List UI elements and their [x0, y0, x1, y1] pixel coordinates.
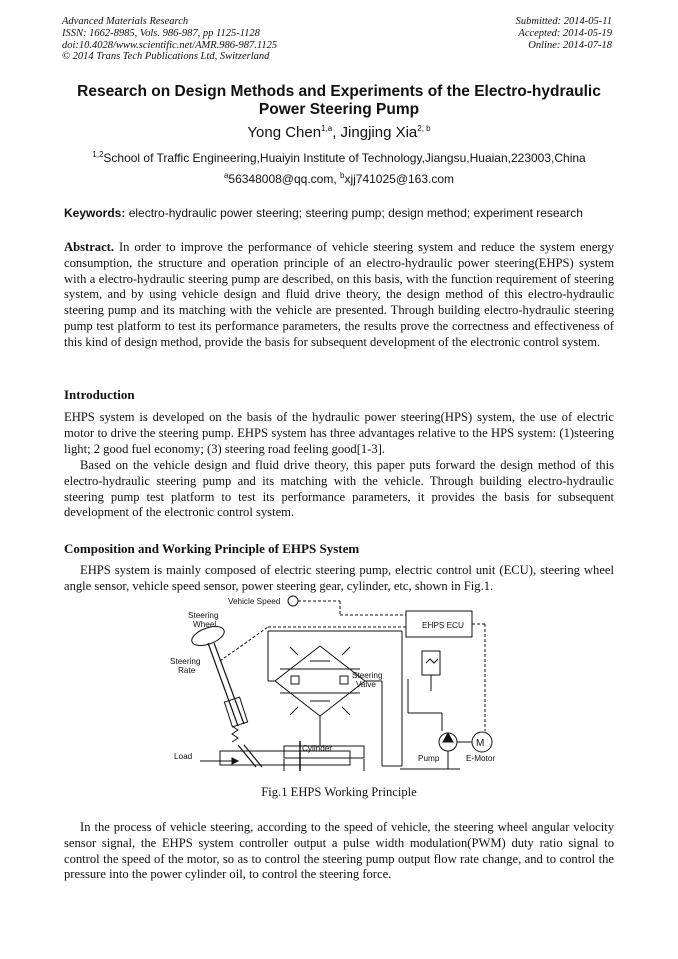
affiliation: [40, 151, 638, 165]
speed-sensor-symbol: [288, 596, 298, 606]
label-steering-wheel-2: Wheel: [193, 620, 217, 629]
label-steering-valve-2: Valve: [356, 680, 376, 689]
email-b-sup: b: [340, 171, 345, 180]
email-a-sup: a: [223, 171, 229, 180]
label-steering-wheel-1: Steering: [188, 611, 219, 620]
ehps-diagram-svg: [160, 591, 520, 776]
label-cylinder: Cylinder: [302, 744, 333, 753]
affiliation-sup: 1,2: [92, 150, 104, 159]
intro-heading: Introduction: [64, 387, 135, 402]
journal-name: Advanced Materials Research: [62, 16, 189, 27]
abstract: [64, 240, 614, 351]
composition-paragraph-1: EHPS system is mainly composed of electric steering pump, electric control unit (ECU), steering wheel angle sensor, vehicle speed sensor, power steering gear, cylinder, etc, shown in Fig.1.: [64, 563, 614, 593]
online-date: Online: 2014-07-18: [528, 39, 612, 51]
label-steering-rate-1: Steering: [170, 657, 201, 666]
author-2: Jingjing Xia: [340, 124, 418, 141]
label-emotor: E-Motor: [466, 754, 496, 763]
copyright-line: © 2014 Trans Tech Publications Ltd, Switzerland: [62, 51, 270, 63]
paper-title: [40, 83, 638, 119]
relief-valve-symbol: [422, 651, 440, 675]
ehps-diagram: [160, 591, 520, 776]
title-line-1: Research on Design Methods and Experiments of the Electro-hydraulic: [77, 83, 601, 100]
keywords-label: Keywords:: [64, 206, 126, 220]
label-vehicle-speed: Vehicle Speed: [228, 597, 281, 606]
steering-valve-symbol: [275, 646, 365, 716]
keywords: [64, 206, 624, 220]
abstract-label: Abstract.: [64, 240, 115, 254]
abstract-text: In order to improve the performance of vehicle steering system and reduce the system energy consumption, the structure and operation principle of an electro-hydraulic power steering(EHPS) system with a electro-hydraulic steering pump are described, on this basis, with the function requirement of steering system, and by using vehicle design and fluid drive theory, the design method of this electro-hydraulic steering pump and its matching with the vehicle are presented. Through building electro-hydraulic steering pump test platform to test its performance parameters, the results prove the correctness and effectiveness of this kind of design method, provide the basis for subsequent development of the electronic control system.: [64, 240, 614, 349]
journal-header-right: [516, 16, 612, 51]
authors: [40, 124, 638, 141]
figure-caption: Fig.1 EHPS Working Principle: [261, 785, 417, 799]
affiliation-text: School of Traffic Engineering,Huaiyin Institute of Technology,Jiangsu,Huaian,223003,China: [103, 151, 586, 165]
label-load: Load: [174, 752, 193, 761]
issn-line: ISSN: 1662-8985, Vols. 986-987, pp 1125-1128: [62, 27, 260, 39]
author-1: Yong Chen: [247, 124, 322, 141]
author-separator: ,: [332, 124, 341, 141]
doi-line: doi:10.4028/www.scientific.net/AMR.986-987.1125: [62, 39, 278, 51]
author-1-sup: 1,a: [321, 124, 333, 133]
email-a: 56348008@qq.com,: [228, 172, 340, 186]
intro-paragraph-2: Based on the vehicle design and fluid drive theory, this paper puts forward the design method of this electro-hydraulic steering pump and its matching with the vehicle. Through building electro-hydraulic steering pump test platform to test its performance parameters, it provides the basis for subsequent development of the electronic control system.: [64, 458, 614, 520]
closing-paragraph: In the process of vehicle steering, according to the speed of vehicle, the steering wheel angular velocity sensor signal, the EHPS system controller output a pulse width modulation(PWM) duty ratio signal to control the speed of the motor, so as to control the steering pump output flow rate change, and to control the pressure into the power cylinder oil, to control the steering force.: [64, 820, 614, 882]
keywords-text: electro-hydraulic power steering; steering pump; design method; experiment research: [125, 206, 583, 220]
composition-heading: Composition and Working Principle of EHPS System: [64, 541, 360, 556]
submitted-date: Submitted: 2014-05-11: [515, 16, 612, 27]
label-steering-rate-2: Rate: [178, 666, 196, 675]
label-ecu: EHPS ECU: [422, 621, 464, 630]
label-pump: Pump: [418, 754, 440, 763]
emails: [40, 172, 638, 186]
author-2-sup: 2, b: [417, 124, 431, 133]
intro-paragraph-1: EHPS system is developed on the basis of the hydraulic power steering(HPS) system, the use of electric motor to drive the steering pump. EHPS system has three advantages relative to the HPS system: (1)steering light; 2 good fuel economy; (3) steering road feeling good[1-3].: [64, 410, 614, 456]
journal-header-left: [62, 16, 277, 63]
accepted-date: Accepted: 2014-05-19: [518, 27, 612, 39]
label-motor-symbol: M: [476, 738, 485, 749]
label-steering-valve-1: Steering: [352, 671, 383, 680]
email-b: xjj741025@163.com: [344, 172, 455, 186]
title-line-2: Power Steering Pump: [258, 101, 420, 118]
